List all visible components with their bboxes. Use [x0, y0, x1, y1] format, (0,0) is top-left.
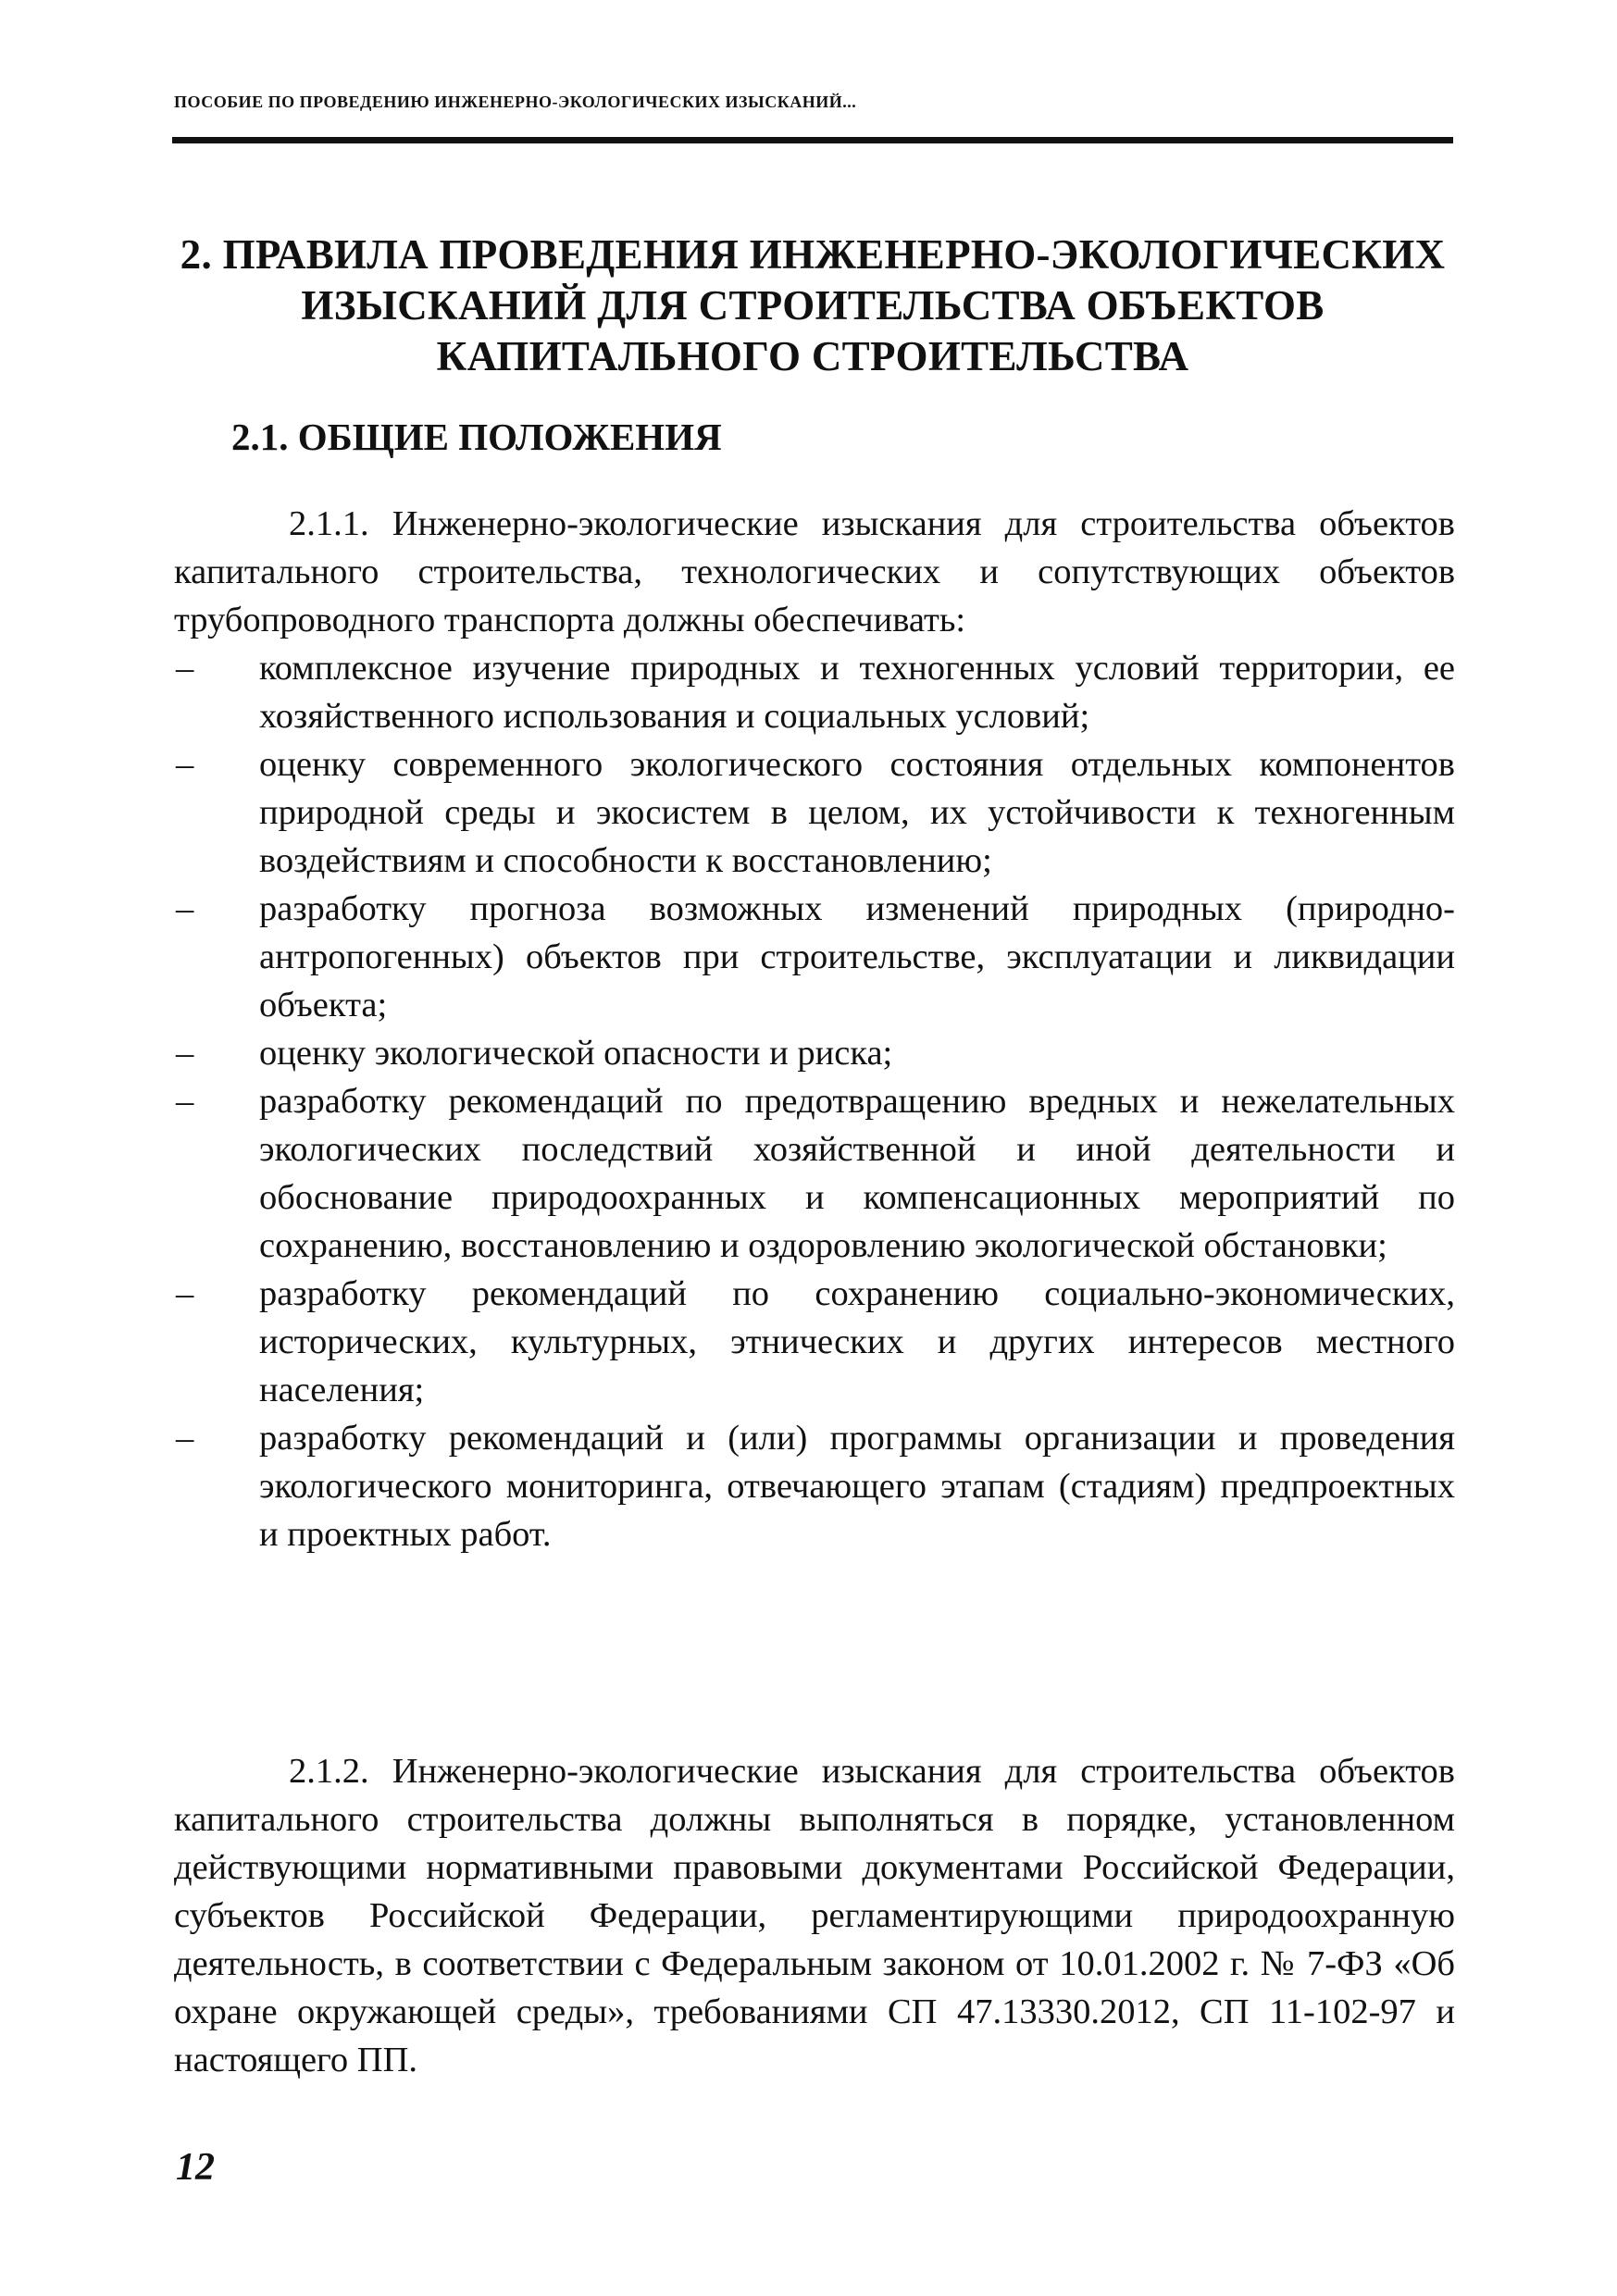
list-item — [174, 1029, 1455, 1077]
paragraph-text: 2.1.2. Инженерно-экологические изыскания для строительства объектов капитального строительства должны выполняться в порядке, установленном действующими нормативными правовыми документами Российской Федерации, субъектов Российской Федерации, регламентирующими природоохранную деятельность, в соответствии с Федеральным законом от 10.01.2002 г. № 7-ФЗ «Об охране окружающей среды», требованиями СП 47.13330.2012, СП 11-102-97 и настоящего ПП. — [174, 1752, 1455, 2079]
list-item — [174, 740, 1455, 885]
chapter-title-line-2: ИЗЫСКАНИЙ ДЛЯ СТРОИТЕЛЬСТВА ОБЪЕКТОВ — [301, 282, 1325, 329]
running-head: ПОСОБИЕ ПО ПРОВЕДЕНИЮ ИНЖЕНЕРНО-ЭКОЛОГИЧЕСКИХ ИЗЫСКАНИЙ... — [174, 93, 857, 111]
list-item — [174, 885, 1455, 1029]
header-rule — [172, 137, 1453, 143]
chapter-title — [172, 230, 1453, 382]
list-item-text: оценку экологической опасности и риска; — [259, 1034, 893, 1073]
list-item — [174, 644, 1455, 740]
paragraph-intro: 2.1.1. Инженерно-экологические изыскания для строительства объектов капитального строительства, технологических и сопутствующих объектов трубопроводного транспорта должны обеспечивать: — [174, 504, 1455, 639]
dash-marker: – — [176, 889, 194, 928]
dash-marker: – — [176, 1274, 194, 1313]
list-item-text: комплексное изучение природных и техногенных условий территории, ее хозяйственного использования и социальных условий; — [259, 649, 1455, 736]
list-item-text: разработку прогноза возможных изменений природных (природно-антропогенных) объектов при строительстве, эксплуатации и ликвидации объекта; — [259, 889, 1455, 1024]
section-title: 2.1. ОБЩИЕ ПОЛОЖЕНИЯ — [231, 416, 722, 458]
dash-marker: – — [176, 745, 194, 784]
list-item-text: разработку рекомендаций и (или) программы организации и проведения экологического мониторинга, отвечающего этапам (стадиям) предпроектных и проектных работ. — [259, 1419, 1455, 1554]
chapter-title-line-1: 2. ПРАВИЛА ПРОВЕДЕНИЯ ИНЖЕНЕРНО-ЭКОЛОГИЧЕСКИХ — [180, 231, 1446, 278]
page-number: 12 — [176, 2146, 215, 2189]
list-item-text: оценку современного экологического состояния отдельных компонентов природной среды и экосистем в целом, их устойчивости к техногенным воздействиям и способности к восстановлению; — [259, 745, 1455, 880]
chapter-title-line-3: КАПИТАЛЬНОГО СТРОИТЕЛЬСТВА — [436, 333, 1189, 379]
dash-marker: – — [176, 1419, 194, 1458]
list-item — [174, 1270, 1455, 1414]
dash-marker: – — [176, 1034, 194, 1073]
list-item-text: разработку рекомендаций по сохранению социально-экономических, исторических, культурных, этнических и других интересов местного населения; — [259, 1274, 1455, 1409]
paragraph-2-1-2 — [174, 1747, 1455, 2084]
requirements-list — [174, 644, 1455, 1558]
list-item — [174, 1077, 1455, 1270]
list-item — [174, 1414, 1455, 1558]
paragraph-2-1-1 — [174, 500, 1455, 1558]
dash-marker: – — [176, 649, 194, 688]
dash-marker: – — [176, 1082, 194, 1121]
list-item-text: разработку рекомендаций по предотвращению вредных и нежелательных экологических последствий хозяйственной и иной деятельности и обоснование природоохранных и компенсационных мероприятий по сохранению, восстановлению и оздоровлению экологической обстановки; — [259, 1082, 1455, 1265]
